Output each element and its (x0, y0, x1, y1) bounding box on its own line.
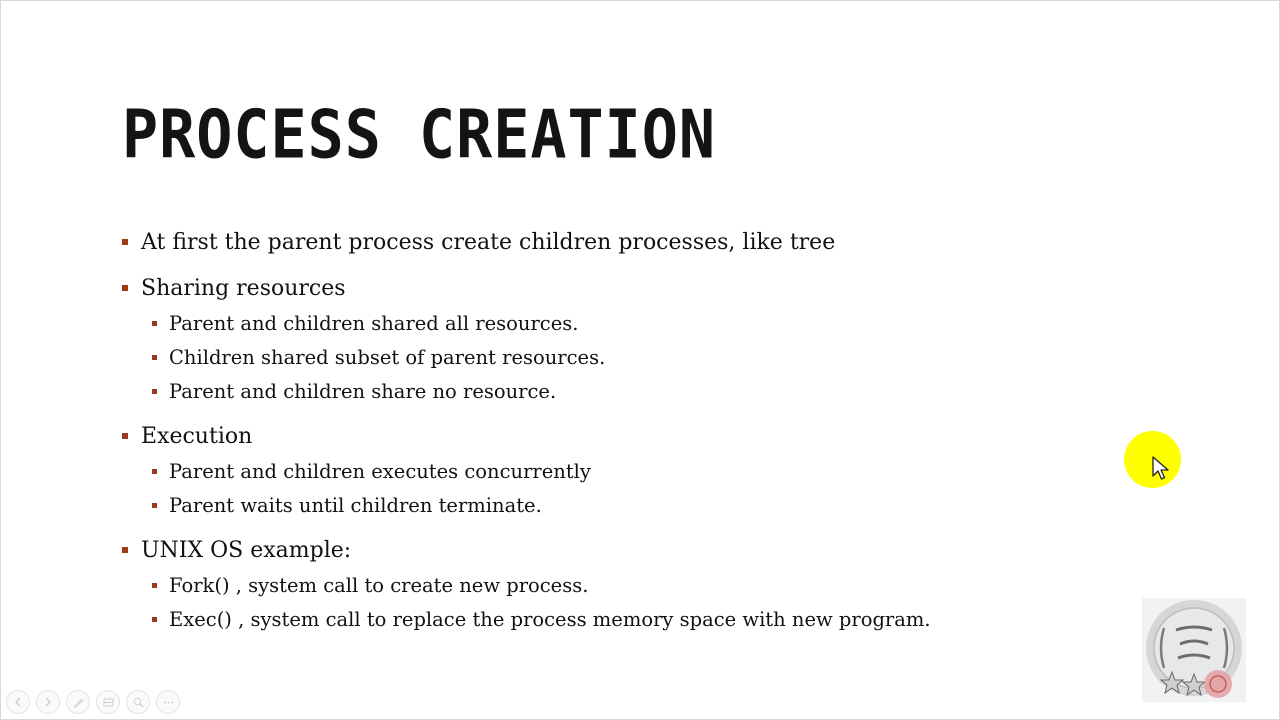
mouse-cursor-icon (1152, 456, 1170, 482)
bullet-text: Execution (141, 423, 253, 449)
sub-bullet-item (122, 340, 1102, 374)
sub-bullet-item (122, 454, 1102, 488)
sub-bullet-text: Parent and children share no resource. (169, 379, 557, 403)
bullet-text: At first the parent process create children processes, like tree (141, 229, 836, 255)
sub-bullet-item (122, 488, 1102, 522)
sub-bullet-item (122, 306, 1102, 340)
bullet-marker (152, 321, 157, 326)
sub-bullet-text: Parent waits until children terminate. (169, 493, 542, 517)
slides-icon[interactable] (96, 690, 120, 714)
sub-bullet-text: Parent and children executes concurrently (169, 459, 591, 483)
sub-bullet-text: Children shared subset of parent resources. (169, 345, 606, 369)
bullet-marker (152, 617, 157, 622)
slideshow-toolbar (6, 690, 180, 714)
bullet-item (122, 224, 1102, 260)
bullet-marker (152, 469, 157, 474)
bullet-list (122, 224, 1102, 636)
bullet-marker (122, 547, 128, 553)
bullet-item (122, 270, 1102, 306)
channel-logo-watermark (1142, 598, 1246, 702)
slide-title: PROCESS CREATION (122, 96, 716, 175)
bullet-text: Sharing resources (141, 275, 346, 301)
bullet-marker (122, 285, 128, 291)
next-icon[interactable] (36, 690, 60, 714)
bullet-marker (152, 503, 157, 508)
bullet-marker (122, 433, 128, 439)
bullet-item (122, 418, 1102, 454)
zoom-icon[interactable] (126, 690, 150, 714)
bullet-marker (152, 389, 157, 394)
sub-bullet-text: Parent and children shared all resources. (169, 311, 579, 335)
sub-bullet-item (122, 602, 1102, 636)
bullet-marker (122, 239, 128, 245)
sub-bullet-text: Fork() , system call to create new process. (169, 573, 589, 597)
pen-icon[interactable] (66, 690, 90, 714)
bullet-marker (152, 355, 157, 360)
bullet-marker (152, 583, 157, 588)
bullet-text: UNIX OS example: (141, 537, 352, 563)
sub-bullet-item (122, 568, 1102, 602)
sub-bullet-text: Exec() , system call to replace the process memory space with new program. (169, 607, 931, 631)
bullet-item (122, 532, 1102, 568)
sub-bullet-item (122, 374, 1102, 408)
more-icon[interactable] (156, 690, 180, 714)
previous-icon[interactable] (6, 690, 30, 714)
